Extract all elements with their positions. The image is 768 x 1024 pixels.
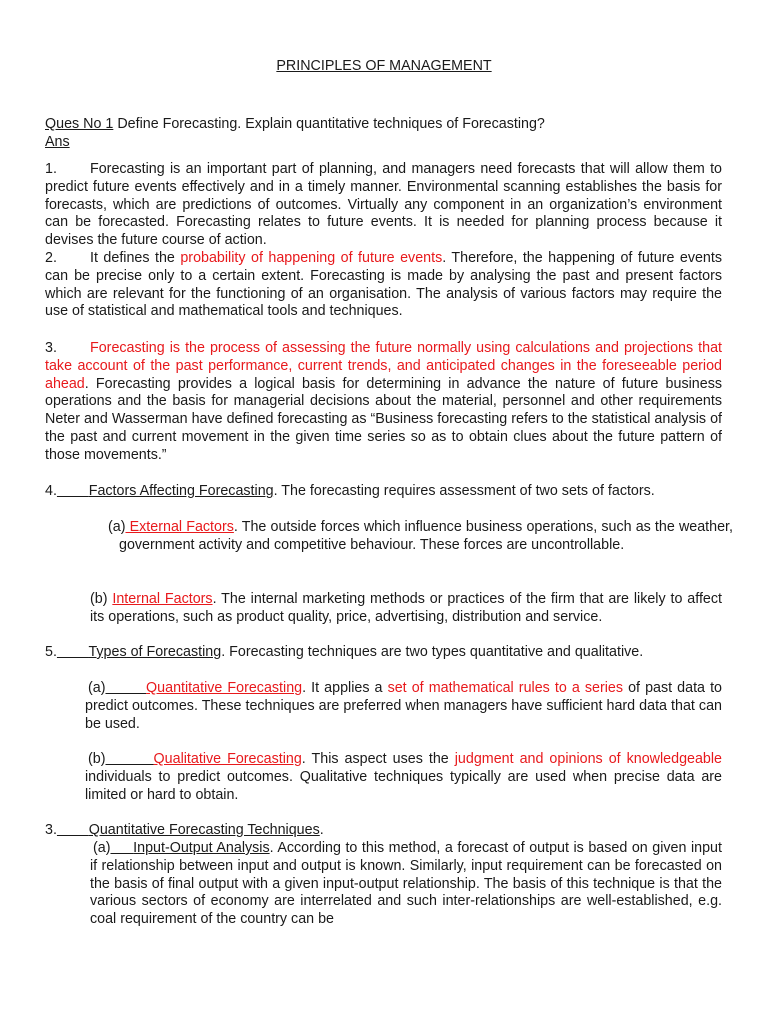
- highlighted-heading: Qualitative Forecasting: [153, 751, 302, 767]
- paragraph-text: . Therefore, the happening of future events can be precise only to a certain extent. Forecasting is made by analysing the past and present factors which are relevant for the functioning of an organisation. The analysis of various factors may require the use of statistical and mathematical tools and techniques.: [45, 250, 723, 320]
- paragraph-1: [45, 161, 722, 250]
- section-heading: Input-Output Analysis: [133, 840, 270, 856]
- paragraph-text: . It applies a: [302, 680, 388, 696]
- highlighted-text: set of mathematical rules to a series: [387, 680, 624, 696]
- item-label: (a): [93, 840, 111, 856]
- highlighted-heading: Internal Factors: [112, 591, 213, 607]
- item-label: (b): [90, 591, 113, 607]
- paragraph-text: individuals to predict outcomes. Qualitative techniques typically are used when precise data are limited or hard to obtain.: [85, 768, 722, 803]
- answer-label: Ans: [45, 133, 70, 150]
- question-label: Ques No 1: [45, 116, 114, 132]
- section-heading: Quantitative Forecasting Techniques: [88, 822, 320, 838]
- item-label: (a): [108, 519, 126, 535]
- highlighted-text: judgment and opinions of knowledgeable: [454, 751, 723, 767]
- highlighted-heading: External Factors: [125, 519, 234, 535]
- heading-spacer: [110, 840, 133, 856]
- question-block: [45, 116, 722, 152]
- section-heading: Factors Affecting Forecasting: [88, 483, 274, 499]
- paragraph-text: . The forecasting requires assessment of two sets of factors.: [273, 483, 655, 499]
- heading-spacer: [57, 483, 89, 499]
- highlighted-text: Forecasting is the process of assessing the future normally using calculations and projections that take account of the past performance, current trends, and anticipated changes in the foreseeable period ahead: [45, 340, 722, 392]
- heading-spacer: [57, 822, 89, 838]
- item-label: (b): [88, 751, 106, 767]
- paragraph-number: 2.: [45, 250, 57, 266]
- paragraph-5b: [85, 751, 722, 804]
- paragraph-text: . According to this method, a forecast of output is based on given input if relationship between input and output is known. Similarly, input requirement can be forecasted on the basis of final output with a given input-output relationship. The basis of this technique is that the various sectors of economy are interrelated and such inter-relationships are well-established, e.g. coal requirement of the country can be: [90, 840, 722, 928]
- paragraph-text: . The internal marketing methods or practices of the firm that are likely to affect its operations, such as product quality, price, advertising, distribution and service.: [90, 591, 722, 625]
- paragraph-text: It defines the: [90, 250, 181, 266]
- paragraph-text: Forecasting is an important part of planning, and managers need forecasts that will allow them to predict future events effectively and in a timely manner. Environmental scanning establishes the basis for forecasts, which are predictions of outcomes. Virtually any component in an organization’s environment can be forecasted. Forecasting relates to future events. It is needed for planning process because it devises the future course of action.: [45, 161, 722, 249]
- heading-spacer: [57, 644, 89, 660]
- paragraph-number: 4.: [45, 483, 57, 499]
- paragraph-5a: [85, 680, 722, 733]
- paragraph-2: [45, 250, 722, 321]
- paragraph-number: 3.: [45, 340, 57, 356]
- paragraph-number: 1.: [45, 161, 57, 177]
- question-text: Define Forecasting. Explain quantitative techniques of Forecasting?: [113, 116, 545, 132]
- paragraph-text: . Forecasting techniques are two types quantitative and qualitative.: [221, 644, 644, 660]
- paragraph-4b: [90, 591, 722, 627]
- highlighted-heading: Quantitative Forecasting: [146, 680, 303, 696]
- paragraph-text: .: [319, 822, 324, 838]
- paragraph-text: . Forecasting provides a logical basis for determining in advance the nature of future business operations and the basis for managerial decisions about the material, personnel and other requirements Neter and Wasserman have defined forecasting as “Business forecasting refers to the statistical analysis of the past and current movement in the given time series so as to obtain clues about the future pattern of those movements.”: [45, 375, 722, 463]
- paragraph-5: [45, 644, 722, 662]
- paragraph-6a: [90, 840, 722, 929]
- highlighted-text: probability of happening of future events: [180, 250, 443, 266]
- paragraph-6: [45, 822, 722, 840]
- heading-spacer: [105, 751, 153, 767]
- paragraph-text: . The outside forces which influence business operations, such as the weather, government activity and competitive behaviour. These forces are uncontrollable.: [119, 519, 733, 553]
- paragraph-text: of past data to predict outcomes. These techniques are preferred when managers have sufficient hard data that can be used.: [85, 680, 722, 732]
- paragraph-text: . This aspect uses the: [301, 751, 455, 767]
- paragraph-4a: [108, 519, 733, 555]
- section-heading: Types of Forecasting: [88, 644, 222, 660]
- heading-spacer: [105, 680, 146, 696]
- paragraph-4: [45, 483, 722, 501]
- paragraph-number: 5.: [45, 644, 57, 660]
- page-title: PRINCIPLES OF MANAGEMENT: [276, 58, 492, 74]
- item-label: (a): [88, 680, 106, 696]
- paragraph-number: 3.: [45, 822, 57, 838]
- paragraph-3: [45, 340, 722, 465]
